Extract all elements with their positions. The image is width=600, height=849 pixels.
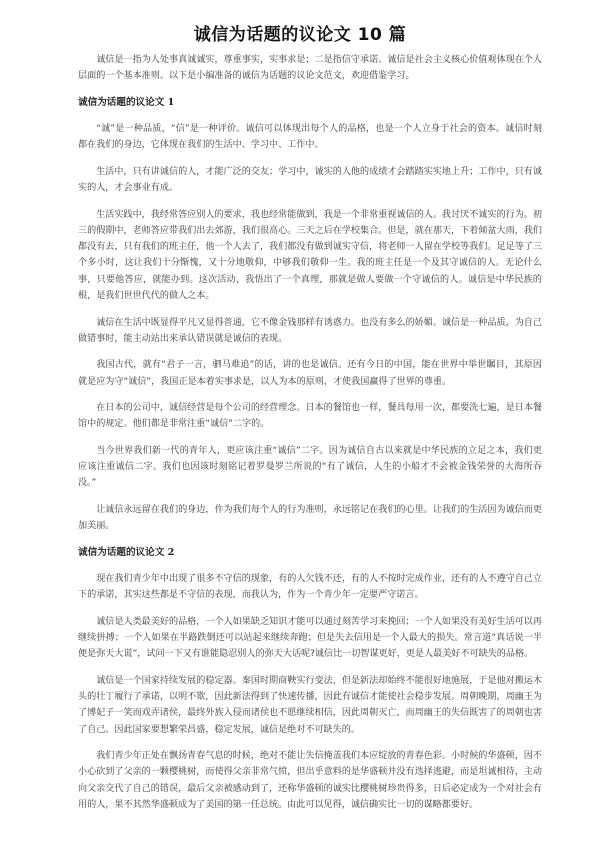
paragraph: 让诚信永远留在我们的身边，作为我们每个人的行为准则，永远铭记在我们的心里。让我们的生活因为诚信而更加美丽。 — [78, 504, 542, 532]
paragraph: 生活中，只有讲诚信的人，才能广泛的交友；学习中，诚实的人他的成绩才会踏踏实实地上升；工作中，只有诚实的人，才会事业有成。 — [78, 166, 542, 194]
paragraph: 诚信在生活中既显得平凡又显得普通，它不像金钱那样有诱惑力。也没有多么的娇媚。诚信是一种品质，为自己做错事时，能主动站出来承认错误就是诚信的表现。 — [78, 317, 542, 344]
document-title: 诚信为话题的议论文 10 篇 — [193, 25, 407, 45]
paragraph: 现在我们青少年中出现了很多不守信的现象，有的人欠钱不还，有的人不按时完成作业，还有的人不遵守自己立下的承诺，其实这些都是不守信的表现，而我认为，作为一个青少年一定要严守诺言。 — [78, 573, 542, 601]
paragraph: 我们青少年正处在飘扬青春气息的时候，绝对不能让失信掩盖我们本应绽放的青春色彩。小时候的华盛顿，因不小心砍到了父亲的一颗樱桃树，而使得父亲非常气愤，但出乎意料的是华盛顿并没有选择逃避，而是坦诚相待，主动向父亲交代了自己的错误，最后父亲被感动到了，还称华盛顿的诚实比樱桃树珍贵得多，日后必定成为一个对社会有用的人，果不其然华盛顿成为了美国的第一任总统。由此可以见得，诚信确实比一切的谋略都要好。 — [78, 751, 542, 811]
paragraph: 生活实践中，我经常答应别人的要求，我也经常能做到，我是一个非常重视诚信的人。我讨厌不诚实的行为。初三的假期中，老师答应带我们出去郊游，我们很高心。三天之后在学校集合。但是，就在那天，下着倾盆大雨，我们都没有去，只有我们的班主任，他一个人去了，我们都没有做到诚实守信，将老师一人留在学校等我们。足足等了三个多小时，这让我们十分惭愧，又十分地敬仰，中够我们敬仰一生。我的班主任是一个及其守诚信的人。无论什么事，只要他答应，就能办到。这次活动，我悟出了一个真理，那就是做人要做一个守诚信的人。诚信是中华民族的根，是我们世世代代的做人之本。 — [78, 209, 542, 302]
document-body — [78, 52, 542, 813]
paragraph: 当今世界我们新一代的青年人，更应该注重“诚信”二字。因为诚信自古以来就是中华民族的立足之本，我们更应该注重诚信二字。我们也因该时刻铭记着罗曼罗兰所说的“有了诚信，人生的小船才不会被金钱荣誉的大海所吞没。” — [78, 445, 542, 489]
section-heading: 诚信为话题的议论文 2 — [78, 546, 175, 558]
paragraph: 诚信是人类最美好的品格，一个人如果缺乏知识才能可以通过刻苦学习来挽回；一个人如果没有美好生活可以再继续拼搏；一个人如果在半路跌倒还可以站起来继续奔跑；但是失去信用是一个人最大的损失。常言道“真话说一半便是弥天大谎”，试问一下又有谁能隐忍别人的弥天大话呢?诚信比一切智谋更好，更是人最美好不可缺失的品格。 — [78, 616, 542, 660]
section-heading: 诚信为话题的议论文 1 — [78, 96, 175, 108]
intro-paragraph: 诚信是一指为人处事真诚诚实，尊重事实，实事求是；二是指信守承诺。诚信是社会主义核心价值观体现在个人层面的一个基本准则。以下是小编准备的诚信为话题的议论文范文，欢迎借鉴学习。 — [78, 55, 542, 82]
paragraph: “诚”是一种品质，“信”是一种评价。诚信可以体现出每个人的品格，也是一个人立身于社会的资本。诚信时刻都在我们的身边，它体现在我们的生活中、学习中、工作中。 — [78, 123, 542, 151]
paragraph: 诚信是一个国家持续发展的稳定器。秦国时期商鞅实行变法，但是新法却始终不能很好地施展，于是他对搬运木头的壮丁履行了承诺，以明不欺，因此新法得到了快速传播，因此有诚信才能使社会稳步发展。周朝晚期，周幽王为了博妃子一笑而戏弄诸侯，最终外族入侵而诸侯也不愿继续相信，因此周朝灭亡，而周幽王的失信既害了的周朝也害了自己。因此国家要想繁荣昌盛，稳定发展，诚信是绝对不可缺失的。 — [78, 675, 542, 735]
paragraph: 我国古代，就有“君子一言，驷马难追”的话，讲的也是诚信。还有今日的中国，能在世界中举世瞩目，其原因就是应为守“诚信”，我国正是本着实事求是，以人为本的原则，才使我国赢得了世界的尊重。 — [78, 360, 542, 387]
paragraph: 在日本的公司中，诚信经营是每个公司的经营理念。日本的餐馆也一样，餐具每用一次，都要洗七遍，是日本餐馆中的规定。他们都是非常注重“诚信”二字的。 — [78, 403, 542, 430]
